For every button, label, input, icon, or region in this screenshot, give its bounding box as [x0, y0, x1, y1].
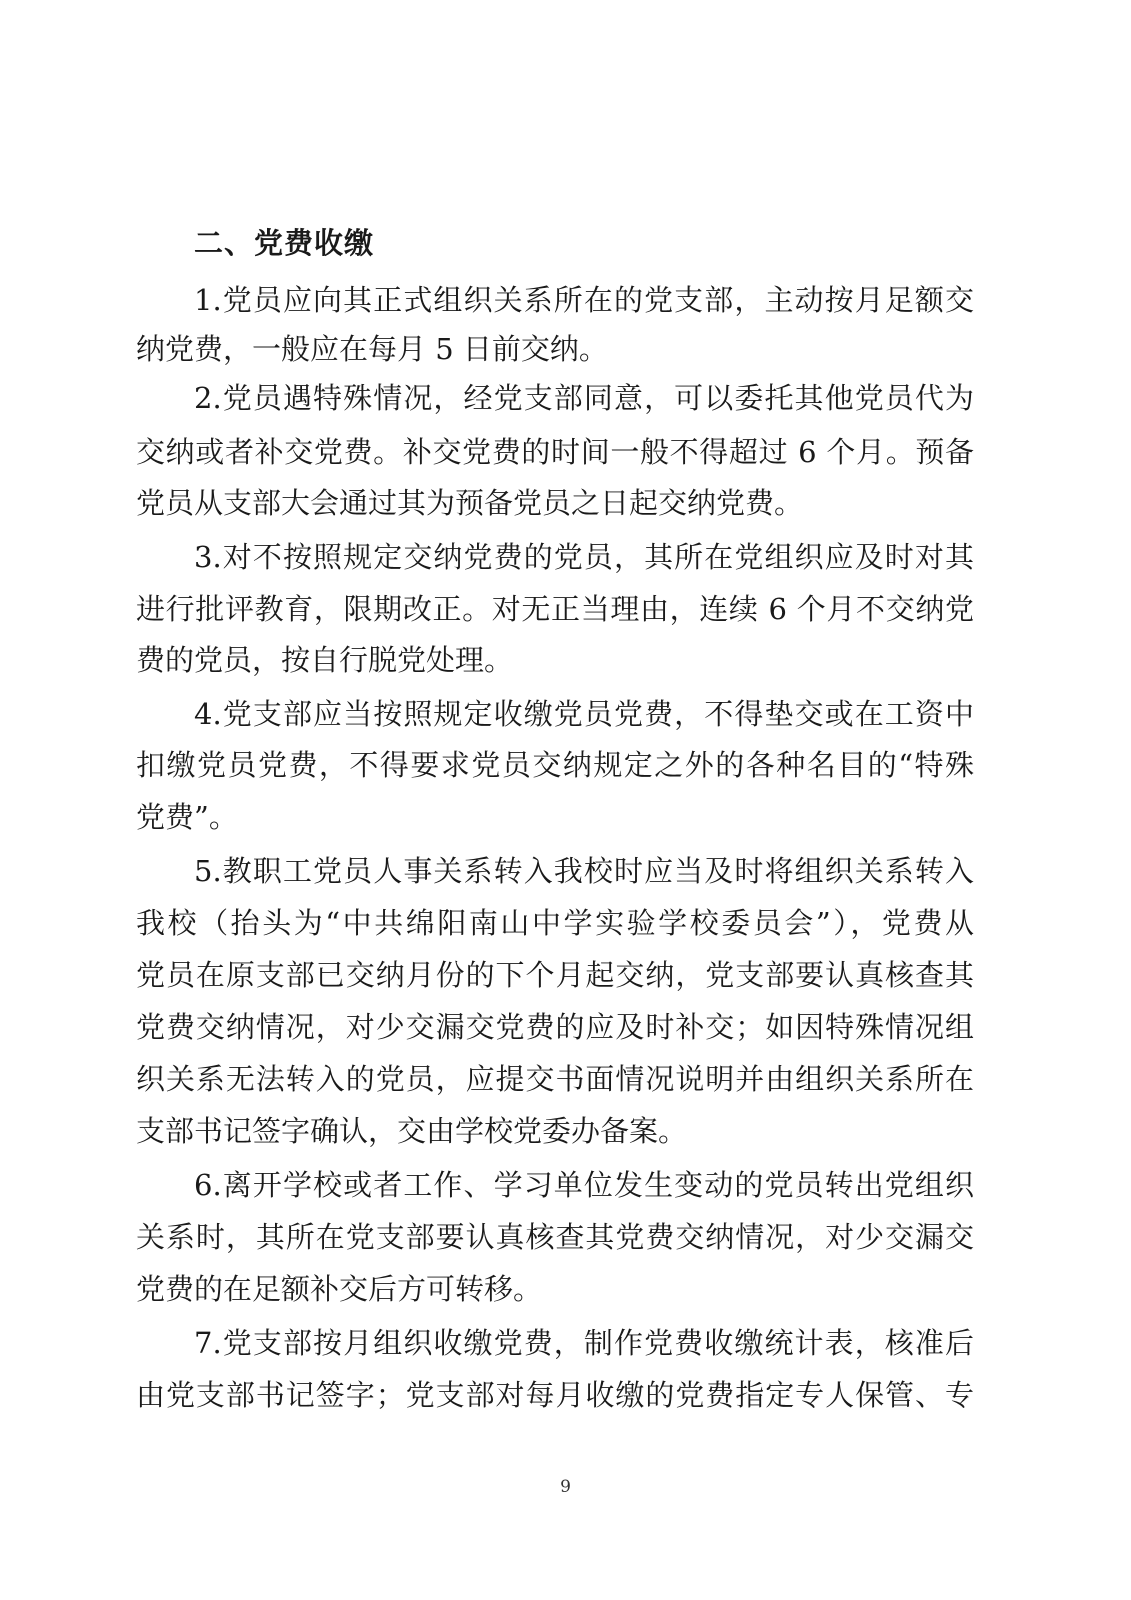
paragraph-5-line-2: 我校（抬头为“中共绵阳南山中学实验学校委员会”），党费从	[136, 906, 974, 940]
paragraph-5-line-5: 织关系无法转入的党员，应提交书面情况说明并由组织关系所在	[136, 1062, 974, 1096]
paragraph-3-line-2: 进行批评教育，限期改正。对无正当理由，连续 6 个月不交纳党	[136, 592, 974, 626]
paragraph-5-line-4: 党费交纳情况，对少交漏交党费的应及时补交；如因特殊情况组	[136, 1010, 974, 1044]
section-heading: 二、党费收缴	[194, 226, 375, 260]
paragraph-2-line-3: 党员从支部大会通过其为预备党员之日起交纳党费。	[136, 486, 804, 520]
paragraph-4-line-1: 4.党支部应当按照规定收缴党员党费，不得垫交或在工资中	[194, 697, 974, 731]
paragraph-3-line-1: 3.对不按照规定交纳党费的党员，其所在党组织应及时对其	[194, 540, 974, 574]
paragraph-4-line-3: 党费”。	[136, 800, 238, 834]
paragraph-4-line-2: 扣缴党员党费，不得要求党员交纳规定之外的各种名目的“特殊	[136, 748, 974, 782]
page-number: 9	[560, 1477, 571, 1497]
paragraph-2-line-2: 交纳或者补交党费。补交党费的时间一般不得超过 6 个月。预备	[136, 435, 974, 469]
paragraph-7-line-1: 7.党支部按月组织收缴党费，制作党费收缴统计表，核准后	[194, 1326, 974, 1360]
paragraph-5-line-1: 5.教职工党员人事关系转入我校时应当及时将组织关系转入	[194, 854, 974, 888]
paragraph-2-line-1: 2.党员遇特殊情况，经党支部同意，可以委托其他党员代为	[194, 381, 974, 415]
paragraph-1-line-1: 1.党员应向其正式组织关系所在的党支部，主动按月足额交	[194, 283, 974, 317]
paragraph-6-line-3: 党费的在足额补交后方可转移。	[136, 1272, 543, 1306]
paragraph-5-line-3: 党员在原支部已交纳月份的下个月起交纳，党支部要认真核查其	[136, 958, 974, 992]
paragraph-3-line-3: 费的党员，按自行脱党处理。	[136, 643, 514, 677]
paragraph-1-line-2: 纳党费，一般应在每月 5 日前交纳。	[136, 332, 608, 366]
paragraph-7-line-2: 由党支部书记签字；党支部对每月收缴的党费指定专人保管、专	[136, 1378, 974, 1412]
paragraph-5-line-6: 支部书记签字确认，交由学校党委办备案。	[136, 1114, 688, 1148]
paragraph-6-line-1: 6.离开学校或者工作、学习单位发生变动的党员转出党组织	[194, 1168, 974, 1202]
paragraph-6-line-2: 关系时，其所在党支部要认真核查其党费交纳情况，对少交漏交	[136, 1220, 974, 1254]
